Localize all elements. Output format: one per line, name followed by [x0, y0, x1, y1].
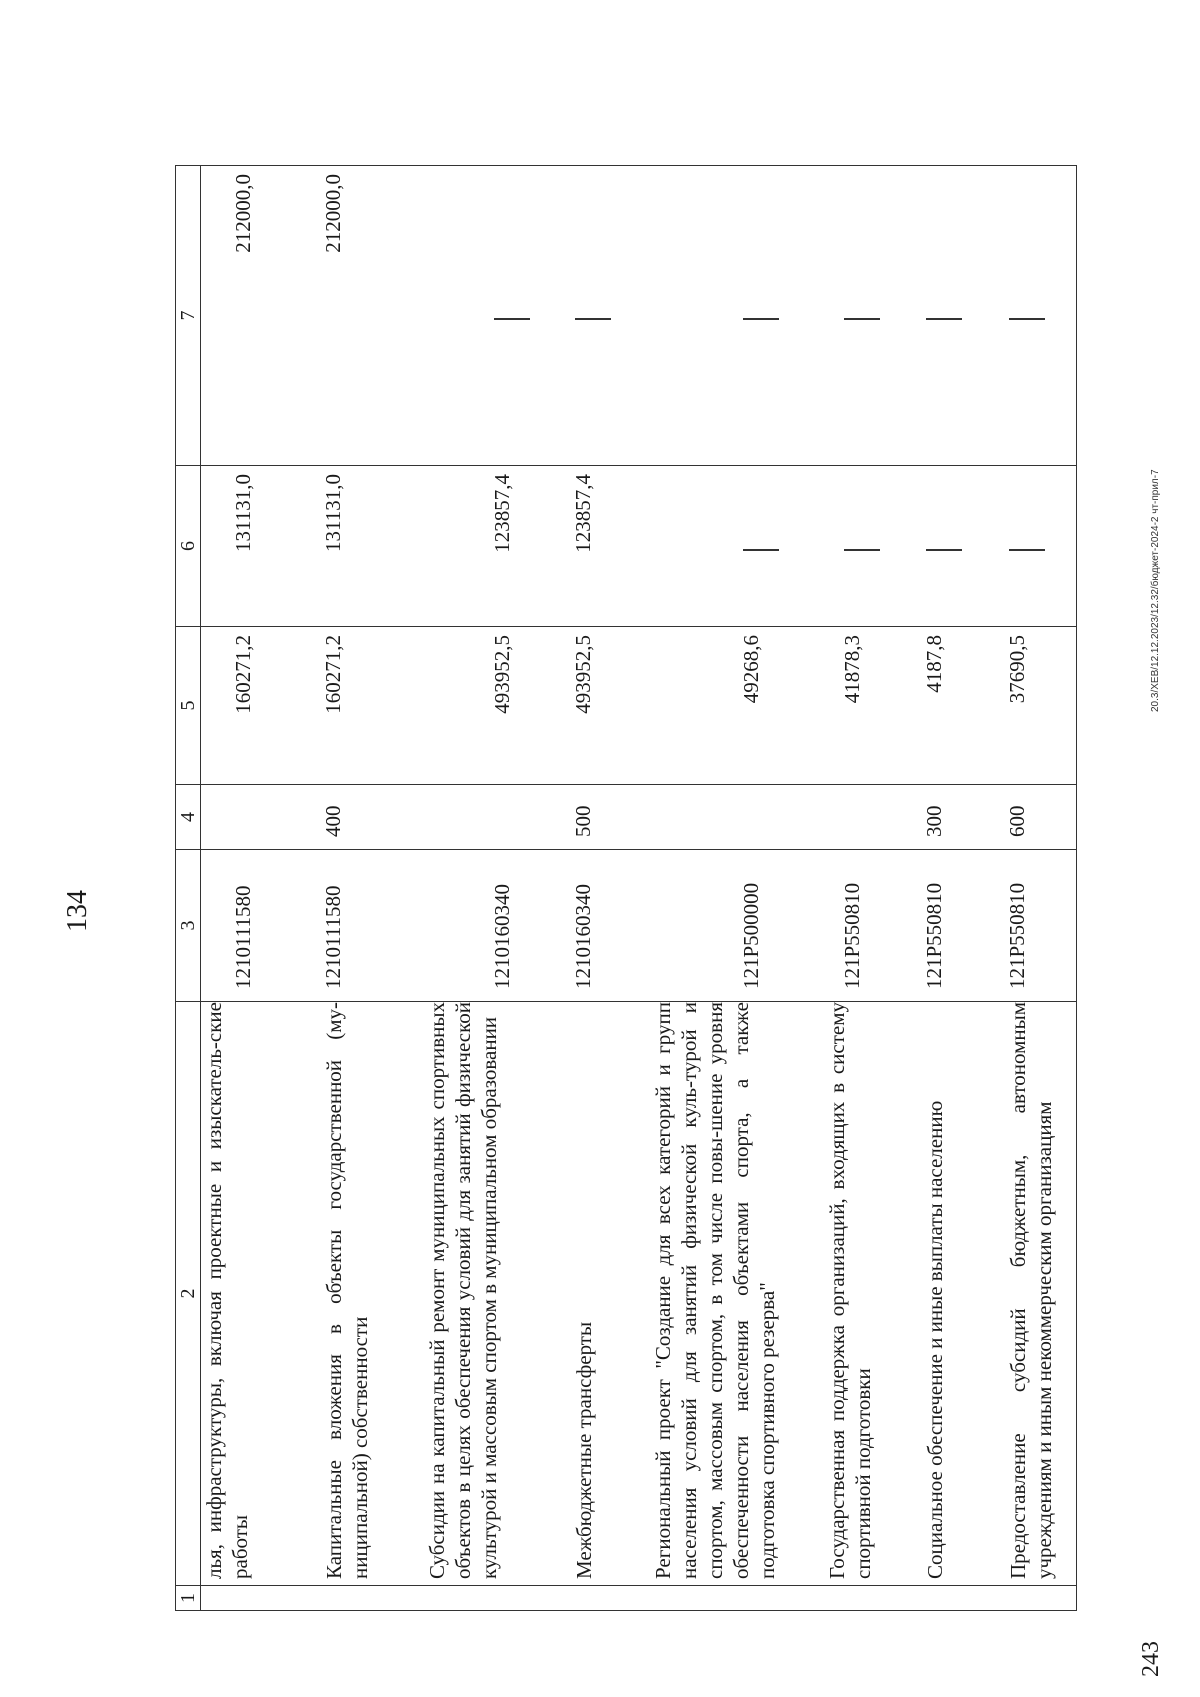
col-header-6: 6: [176, 466, 201, 627]
cell-description: [299, 1002, 405, 1586]
cell-type-text: [804, 785, 840, 837]
cell-description: [627, 1002, 804, 1586]
cell-value-7: [404, 166, 551, 466]
cell-value-7-text: [551, 174, 617, 465]
cell-type: [404, 785, 551, 850]
cell-type: [551, 785, 627, 850]
cell-code: [896, 850, 979, 1002]
cell-value-5: [404, 627, 551, 785]
col-header-1: 1: [176, 1586, 201, 1611]
cell-code: [979, 850, 1076, 1002]
cell-description-text: Социальное обеспечение и иные выплаты населению: [923, 1100, 948, 1579]
cell-code: [627, 850, 804, 1002]
cell-code-text: 1210111580: [320, 885, 345, 989]
cell-value-5-text: 37690,5: [1005, 635, 1030, 704]
cell-code: [804, 850, 897, 1002]
cell-index: [404, 1586, 551, 1611]
cell-value-7-text: [404, 174, 536, 465]
cell-type: [201, 785, 299, 850]
cell-code-text: 121Р550810: [839, 882, 864, 989]
cell-code-text: 1210111580: [231, 885, 255, 989]
cell-value-5-text: 41878,3: [839, 635, 864, 704]
cell-description: [896, 1002, 979, 1586]
cell-description: [404, 1002, 551, 1586]
cell-description-text: Региональный проект "Создание для всех категорий и групп населения условий для занятий физической куль-турой и спортом, массовым спортом, в том числе повы-шение уровня обеспеченности населения объектами спорта, а также подготовка спортивного резерва": [650, 1002, 779, 1579]
cell-index: [979, 1586, 1076, 1611]
col-header-5: 5: [176, 627, 201, 785]
cell-type-text: [201, 785, 231, 837]
dash-mark: [926, 319, 962, 321]
cell-value-5: [979, 627, 1076, 785]
cell-value-7-text: [804, 174, 886, 465]
cell-type-text: 600: [1005, 805, 1030, 837]
cell-type-text: [627, 785, 739, 837]
budget-table: [175, 165, 1077, 1611]
cell-value-6-text: 123857,4: [490, 474, 515, 553]
cell-value-7-text: [979, 174, 1051, 465]
document-code: 20.3/ХЕВ/12.12.2023/12.32/бюджет-2024-2 чт-прил-7: [1150, 469, 1161, 712]
cell-value-6: [551, 466, 627, 627]
table-row: [627, 166, 804, 1611]
cell-value-7: [804, 166, 897, 466]
col-header-7: 7: [176, 166, 201, 466]
col-header-4: 4: [176, 785, 201, 850]
cell-type-text: 400: [320, 805, 345, 837]
cell-type: [804, 785, 897, 850]
cell-value-7-text: [627, 174, 785, 465]
dash-mark: [844, 549, 880, 551]
cell-description: [804, 1002, 897, 1586]
cell-value-6: [804, 466, 897, 627]
cell-code: [551, 850, 627, 1002]
cell-index: [551, 1586, 627, 1611]
cell-value-7-text: 212000,0: [231, 174, 255, 253]
dash-mark: [743, 549, 779, 551]
cell-value-5: [201, 627, 299, 785]
cell-description-text: Предоставление субсидий бюджетным, автономным учреждениям и иным некоммерческим организациям: [1006, 1002, 1057, 1579]
cell-value-6-text: [896, 474, 968, 626]
table-row: [201, 166, 299, 1611]
cell-description-text: Капитальные вложения в объекты государственной (му-ниципальной) собственности: [321, 1002, 372, 1579]
table-row: [979, 166, 1076, 1611]
cell-type: [627, 785, 804, 850]
cell-value-5-text: 160271,2: [320, 635, 345, 714]
cell-code-text: 121Р550810: [1005, 882, 1030, 989]
cell-code-text: 1210160340: [490, 884, 515, 989]
cell-type-text: 500: [571, 805, 596, 837]
dash-mark: [743, 319, 779, 321]
cell-value-7: [627, 166, 804, 466]
cell-description-text: Государственная поддержка организаций, входящих в систему спортивной подготовки: [824, 1002, 875, 1579]
cell-description-text: Субсидии на капитальный ремонт муниципальных спортивных объектов в целях обеспечения условий для занятий физической культурой и массовым спортом в муниципальном образовании: [425, 1002, 502, 1579]
cell-description: [551, 1002, 627, 1586]
table-row: [404, 166, 551, 1611]
cell-value-5-text: 49268,6: [738, 635, 763, 704]
cell-index: [201, 1586, 299, 1611]
cell-type: [979, 785, 1076, 850]
cell-value-7: [551, 166, 627, 466]
cell-value-6: [299, 466, 405, 627]
cell-index: [627, 1586, 804, 1611]
cell-value-6-text: 131131,0: [231, 474, 255, 552]
cell-value-7: [896, 166, 979, 466]
cell-value-5: [896, 627, 979, 785]
cell-value-6-text: 131131,0: [320, 474, 345, 552]
cell-value-5: [299, 627, 405, 785]
cell-value-5: [627, 627, 804, 785]
cell-description-text: Межбюджетные трансферты: [572, 1321, 597, 1579]
dash-mark: [1009, 319, 1045, 321]
cell-value-6-text: [804, 474, 886, 626]
cell-type: [299, 785, 405, 850]
cell-value-6: [201, 466, 299, 627]
col-header-2: 2: [176, 1002, 201, 1586]
cell-value-7: [299, 166, 405, 466]
table-row: [896, 166, 979, 1611]
cell-description: [979, 1002, 1076, 1586]
cell-value-5-text: 160271,2: [231, 635, 255, 714]
cell-value-6-text: [979, 474, 1051, 626]
cell-value-5: [804, 627, 897, 785]
sheet-number: 243: [1138, 1641, 1164, 1677]
cell-value-6-text: [627, 474, 785, 626]
table-row: [299, 166, 405, 1611]
dash-mark: [926, 549, 962, 551]
cell-code-text: 1210160340: [571, 884, 596, 989]
cell-value-5-text: 493952,5: [490, 635, 515, 714]
dash-mark: [575, 319, 611, 321]
header-row: [176, 166, 201, 1611]
cell-index: [804, 1586, 897, 1611]
cell-code: [299, 850, 405, 1002]
col-header-3: 3: [176, 850, 201, 1002]
dash-mark: [1009, 549, 1045, 551]
cell-index: [299, 1586, 405, 1611]
cell-value-6: [979, 466, 1076, 627]
cell-index: [896, 1586, 979, 1611]
cell-type-text: [404, 785, 490, 837]
cell-value-6: [896, 466, 979, 627]
cell-value-7: [201, 166, 299, 466]
cell-description: [201, 1002, 299, 1586]
cell-value-5-text: 4187,8: [922, 635, 947, 693]
cell-type: [896, 785, 979, 850]
cell-value-5-text: 493952,5: [571, 635, 596, 714]
cell-code: [201, 850, 299, 1002]
cell-value-5: [551, 627, 627, 785]
table-row: [551, 166, 627, 1611]
page-number: 134: [62, 890, 93, 932]
cell-value-6: [404, 466, 551, 627]
cell-value-7-text: [896, 174, 968, 465]
cell-value-6: [627, 466, 804, 627]
cell-code-text: 121Р500000: [738, 882, 763, 989]
cell-code-text: 121Р550810: [922, 882, 947, 989]
dash-mark: [494, 319, 530, 321]
dash-mark: [844, 319, 880, 321]
cell-value-7-text: 212000,0: [320, 174, 345, 253]
cell-value-7: [979, 166, 1076, 466]
cell-type-text: 300: [922, 805, 947, 837]
table-row: [804, 166, 897, 1611]
cell-description-text: лья, инфраструктуры, включая проектные и изыскатель-ские работы: [202, 1002, 252, 1579]
cell-code: [404, 850, 551, 1002]
cell-value-6-text: 123857,4: [571, 474, 596, 553]
